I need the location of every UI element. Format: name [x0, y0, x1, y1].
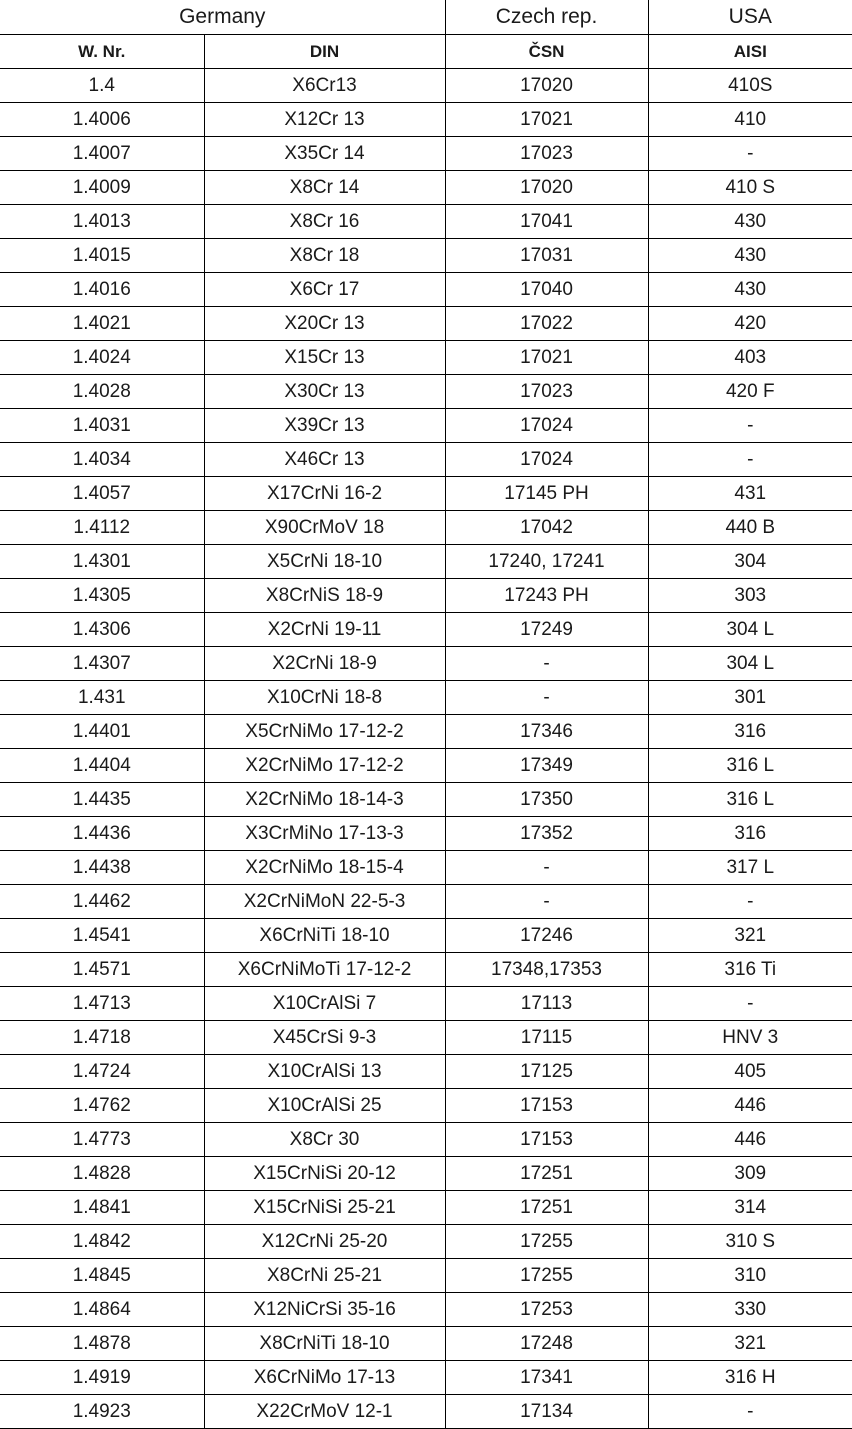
- csn-cell: 17042: [445, 511, 648, 545]
- csn-cell: 17153: [445, 1123, 648, 1157]
- aisi-cell: 440 B: [648, 511, 852, 545]
- din-cell: X2CrNiMo 18-14-3: [204, 783, 445, 817]
- din-cell: X6CrNiMoTi 17-12-2: [204, 953, 445, 987]
- csn-cell: 17134: [445, 1395, 648, 1429]
- aisi-cell: 420: [648, 307, 852, 341]
- aisi-cell: 316 L: [648, 783, 852, 817]
- csn-cell: 17020: [445, 171, 648, 205]
- din-cell: X8CrNiTi 18-10: [204, 1327, 445, 1361]
- aisi-cell: 303: [648, 579, 852, 613]
- din-cell: X2CrNi 19-11: [204, 613, 445, 647]
- din-cell: X6Cr 17: [204, 273, 445, 307]
- wnr-cell: 1.4718: [0, 1021, 204, 1055]
- table-row: [0, 919, 852, 953]
- csn-cell: 17348,17353: [445, 953, 648, 987]
- din-cell: X10CrAlSi 7: [204, 987, 445, 1021]
- din-cell: X15CrNiSi 20-12: [204, 1157, 445, 1191]
- aisi-cell: 430: [648, 205, 852, 239]
- wnr-cell: 1.4031: [0, 409, 204, 443]
- table-row: [0, 307, 852, 341]
- din-cell: X10CrAlSi 13: [204, 1055, 445, 1089]
- wnr-cell: 1.4306: [0, 613, 204, 647]
- csn-cell: -: [445, 851, 648, 885]
- aisi-cell: -: [648, 137, 852, 171]
- aisi-cell: 420 F: [648, 375, 852, 409]
- din-cell: X2CrNi 18-9: [204, 647, 445, 681]
- csn-cell: 17113: [445, 987, 648, 1021]
- din-cell: X8Cr 30: [204, 1123, 445, 1157]
- csn-cell: 17041: [445, 205, 648, 239]
- csn-cell: 17249: [445, 613, 648, 647]
- aisi-cell: 316 H: [648, 1361, 852, 1395]
- din-cell: X12Cr 13: [204, 103, 445, 137]
- din-cell: X5CrNi 18-10: [204, 545, 445, 579]
- din-cell: X15CrNiSi 25-21: [204, 1191, 445, 1225]
- wnr-cell: 1.4762: [0, 1089, 204, 1123]
- csn-cell: 17255: [445, 1225, 648, 1259]
- wnr-cell: 1.4007: [0, 137, 204, 171]
- csn-cell: 17255: [445, 1259, 648, 1293]
- aisi-cell: HNV 3: [648, 1021, 852, 1055]
- table-row: [0, 715, 852, 749]
- table-row: [0, 341, 852, 375]
- wnr-cell: 1.4713: [0, 987, 204, 1021]
- aisi-cell: 403: [648, 341, 852, 375]
- wnr-cell: 1.4013: [0, 205, 204, 239]
- wnr-cell: 1.4301: [0, 545, 204, 579]
- wnr-cell: 1.4021: [0, 307, 204, 341]
- aisi-cell: 316: [648, 817, 852, 851]
- wnr-cell: 1.4015: [0, 239, 204, 273]
- wnr-cell: 1.4462: [0, 885, 204, 919]
- wnr-cell: 1.4828: [0, 1157, 204, 1191]
- table-row: [0, 817, 852, 851]
- din-cell: X3CrMiNo 17-13-3: [204, 817, 445, 851]
- table-row: [0, 953, 852, 987]
- csn-cell: 17341: [445, 1361, 648, 1395]
- wnr-cell: 1.4845: [0, 1259, 204, 1293]
- csn-cell: -: [445, 885, 648, 919]
- table-row: [0, 511, 852, 545]
- wnr-cell: 1.4724: [0, 1055, 204, 1089]
- aisi-cell: 405: [648, 1055, 852, 1089]
- aisi-cell: 304: [648, 545, 852, 579]
- wnr-cell: 1.4919: [0, 1361, 204, 1395]
- table-row: [0, 137, 852, 171]
- table-row: [0, 1327, 852, 1361]
- csn-cell: 17021: [445, 103, 648, 137]
- din-cell: X46Cr 13: [204, 443, 445, 477]
- din-cell: X35Cr 14: [204, 137, 445, 171]
- aisi-cell: 431: [648, 477, 852, 511]
- wnr-cell: 1.4923: [0, 1395, 204, 1429]
- table-row: [0, 375, 852, 409]
- table-row: [0, 1021, 852, 1055]
- wnr-cell: 1.4404: [0, 749, 204, 783]
- aisi-cell: 301: [648, 681, 852, 715]
- aisi-cell: 314: [648, 1191, 852, 1225]
- table-row: [0, 783, 852, 817]
- din-cell: X20Cr 13: [204, 307, 445, 341]
- table-row: [0, 1225, 852, 1259]
- csn-cell: 17251: [445, 1157, 648, 1191]
- country-usa: USA: [648, 0, 852, 35]
- csn-cell: -: [445, 647, 648, 681]
- wnr-cell: 1.4773: [0, 1123, 204, 1157]
- csn-cell: 17350: [445, 783, 648, 817]
- table-row: [0, 545, 852, 579]
- din-cell: X8Cr 18: [204, 239, 445, 273]
- csn-cell: 17024: [445, 443, 648, 477]
- din-cell: X10CrAlSi 25: [204, 1089, 445, 1123]
- table-row: [0, 1259, 852, 1293]
- din-cell: X6CrNiTi 18-10: [204, 919, 445, 953]
- csn-cell: 17346: [445, 715, 648, 749]
- csn-cell: 17352: [445, 817, 648, 851]
- din-cell: X12CrNi 25-20: [204, 1225, 445, 1259]
- wnr-cell: 1.4034: [0, 443, 204, 477]
- aisi-cell: 430: [648, 239, 852, 273]
- din-cell: X2CrNiMoN 22-5-3: [204, 885, 445, 919]
- wnr-cell: 1.4571: [0, 953, 204, 987]
- csn-cell: 17024: [445, 409, 648, 443]
- csn-cell: 17243 PH: [445, 579, 648, 613]
- wnr-cell: 1.4112: [0, 511, 204, 545]
- aisi-cell: 321: [648, 919, 852, 953]
- wnr-cell: 1.4: [0, 69, 204, 103]
- csn-cell: 17040: [445, 273, 648, 307]
- aisi-cell: 410: [648, 103, 852, 137]
- table-row: [0, 647, 852, 681]
- din-cell: X2CrNiMo 17-12-2: [204, 749, 445, 783]
- column-header-aisi: AISI: [648, 35, 852, 69]
- aisi-cell: -: [648, 443, 852, 477]
- wnr-cell: 1.4842: [0, 1225, 204, 1259]
- csn-cell: -: [445, 681, 648, 715]
- csn-cell: 17153: [445, 1089, 648, 1123]
- table-row: [0, 443, 852, 477]
- aisi-cell: 446: [648, 1089, 852, 1123]
- table-row: [0, 1293, 852, 1327]
- aisi-cell: 321: [648, 1327, 852, 1361]
- aisi-cell: 310 S: [648, 1225, 852, 1259]
- table-row: [0, 885, 852, 919]
- csn-cell: 17023: [445, 137, 648, 171]
- din-cell: X8Cr 16: [204, 205, 445, 239]
- table-row: [0, 613, 852, 647]
- wnr-cell: 1.4006: [0, 103, 204, 137]
- wnr-cell: 1.4028: [0, 375, 204, 409]
- table-row: [0, 1361, 852, 1395]
- din-cell: X22CrMoV 12-1: [204, 1395, 445, 1429]
- csn-cell: 17115: [445, 1021, 648, 1055]
- din-cell: X6CrNiMo 17-13: [204, 1361, 445, 1395]
- aisi-cell: 304 L: [648, 647, 852, 681]
- aisi-cell: 330: [648, 1293, 852, 1327]
- aisi-cell: 304 L: [648, 613, 852, 647]
- csn-cell: 17031: [445, 239, 648, 273]
- wnr-cell: 1.4864: [0, 1293, 204, 1327]
- csn-cell: 17349: [445, 749, 648, 783]
- aisi-cell: -: [648, 987, 852, 1021]
- csn-cell: 17248: [445, 1327, 648, 1361]
- din-cell: X8CrNiS 18-9: [204, 579, 445, 613]
- table-row: [0, 273, 852, 307]
- din-cell: X17CrNi 16-2: [204, 477, 445, 511]
- aisi-cell: 309: [648, 1157, 852, 1191]
- wnr-cell: 1.4057: [0, 477, 204, 511]
- aisi-cell: 310: [648, 1259, 852, 1293]
- din-cell: X2CrNiMo 18-15-4: [204, 851, 445, 885]
- table-row: [0, 681, 852, 715]
- din-cell: X45CrSi 9-3: [204, 1021, 445, 1055]
- column-header-wnr: W. Nr.: [0, 35, 204, 69]
- aisi-cell: 446: [648, 1123, 852, 1157]
- table-row: [0, 749, 852, 783]
- table-row: [0, 69, 852, 103]
- csn-cell: 17023: [445, 375, 648, 409]
- csn-cell: 17246: [445, 919, 648, 953]
- csn-cell: 17251: [445, 1191, 648, 1225]
- aisi-cell: 410S: [648, 69, 852, 103]
- din-cell: X15Cr 13: [204, 341, 445, 375]
- country-header-row: [0, 0, 852, 35]
- aisi-cell: -: [648, 409, 852, 443]
- wnr-cell: 1.4436: [0, 817, 204, 851]
- table-row: [0, 205, 852, 239]
- din-cell: X90CrMoV 18: [204, 511, 445, 545]
- csn-cell: 17253: [445, 1293, 648, 1327]
- table-row: [0, 1157, 852, 1191]
- din-cell: X8CrNi 25-21: [204, 1259, 445, 1293]
- din-cell: X6Cr13: [204, 69, 445, 103]
- csn-cell: 17020: [445, 69, 648, 103]
- din-cell: X8Cr 14: [204, 171, 445, 205]
- wnr-cell: 1.4435: [0, 783, 204, 817]
- column-header-row: [0, 35, 852, 69]
- aisi-cell: 316 Ti: [648, 953, 852, 987]
- table-row: [0, 851, 852, 885]
- aisi-cell: -: [648, 885, 852, 919]
- wnr-cell: 1.4016: [0, 273, 204, 307]
- table-row: [0, 579, 852, 613]
- csn-cell: 17240, 17241: [445, 545, 648, 579]
- aisi-cell: 410 S: [648, 171, 852, 205]
- csn-cell: 17125: [445, 1055, 648, 1089]
- din-cell: X12NiCrSi 35-16: [204, 1293, 445, 1327]
- aisi-cell: 316: [648, 715, 852, 749]
- aisi-cell: -: [648, 1395, 852, 1429]
- wnr-cell: 1.4305: [0, 579, 204, 613]
- table-row: [0, 987, 852, 1021]
- table-row: [0, 1191, 852, 1225]
- table-row: [0, 1123, 852, 1157]
- table-row: [0, 1089, 852, 1123]
- table-row: [0, 239, 852, 273]
- wnr-cell: 1.431: [0, 681, 204, 715]
- table-row: [0, 1055, 852, 1089]
- column-header-csn: ČSN: [445, 35, 648, 69]
- csn-cell: 17022: [445, 307, 648, 341]
- wnr-cell: 1.4878: [0, 1327, 204, 1361]
- csn-cell: 17021: [445, 341, 648, 375]
- din-cell: X10CrNi 18-8: [204, 681, 445, 715]
- wnr-cell: 1.4401: [0, 715, 204, 749]
- wnr-cell: 1.4024: [0, 341, 204, 375]
- table-row: [0, 1395, 852, 1429]
- country-germany: Germany: [0, 0, 445, 35]
- aisi-cell: 430: [648, 273, 852, 307]
- wnr-cell: 1.4841: [0, 1191, 204, 1225]
- wnr-cell: 1.4541: [0, 919, 204, 953]
- aisi-cell: 317 L: [648, 851, 852, 885]
- table-row: [0, 171, 852, 205]
- wnr-cell: 1.4438: [0, 851, 204, 885]
- wnr-cell: 1.4009: [0, 171, 204, 205]
- country-czech: Czech rep.: [445, 0, 648, 35]
- wnr-cell: 1.4307: [0, 647, 204, 681]
- aisi-cell: 316 L: [648, 749, 852, 783]
- csn-cell: 17145 PH: [445, 477, 648, 511]
- table-row: [0, 103, 852, 137]
- din-cell: X39Cr 13: [204, 409, 445, 443]
- column-header-din: DIN: [204, 35, 445, 69]
- din-cell: X5CrNiMo 17-12-2: [204, 715, 445, 749]
- din-cell: X30Cr 13: [204, 375, 445, 409]
- table-row: [0, 477, 852, 511]
- table-row: [0, 409, 852, 443]
